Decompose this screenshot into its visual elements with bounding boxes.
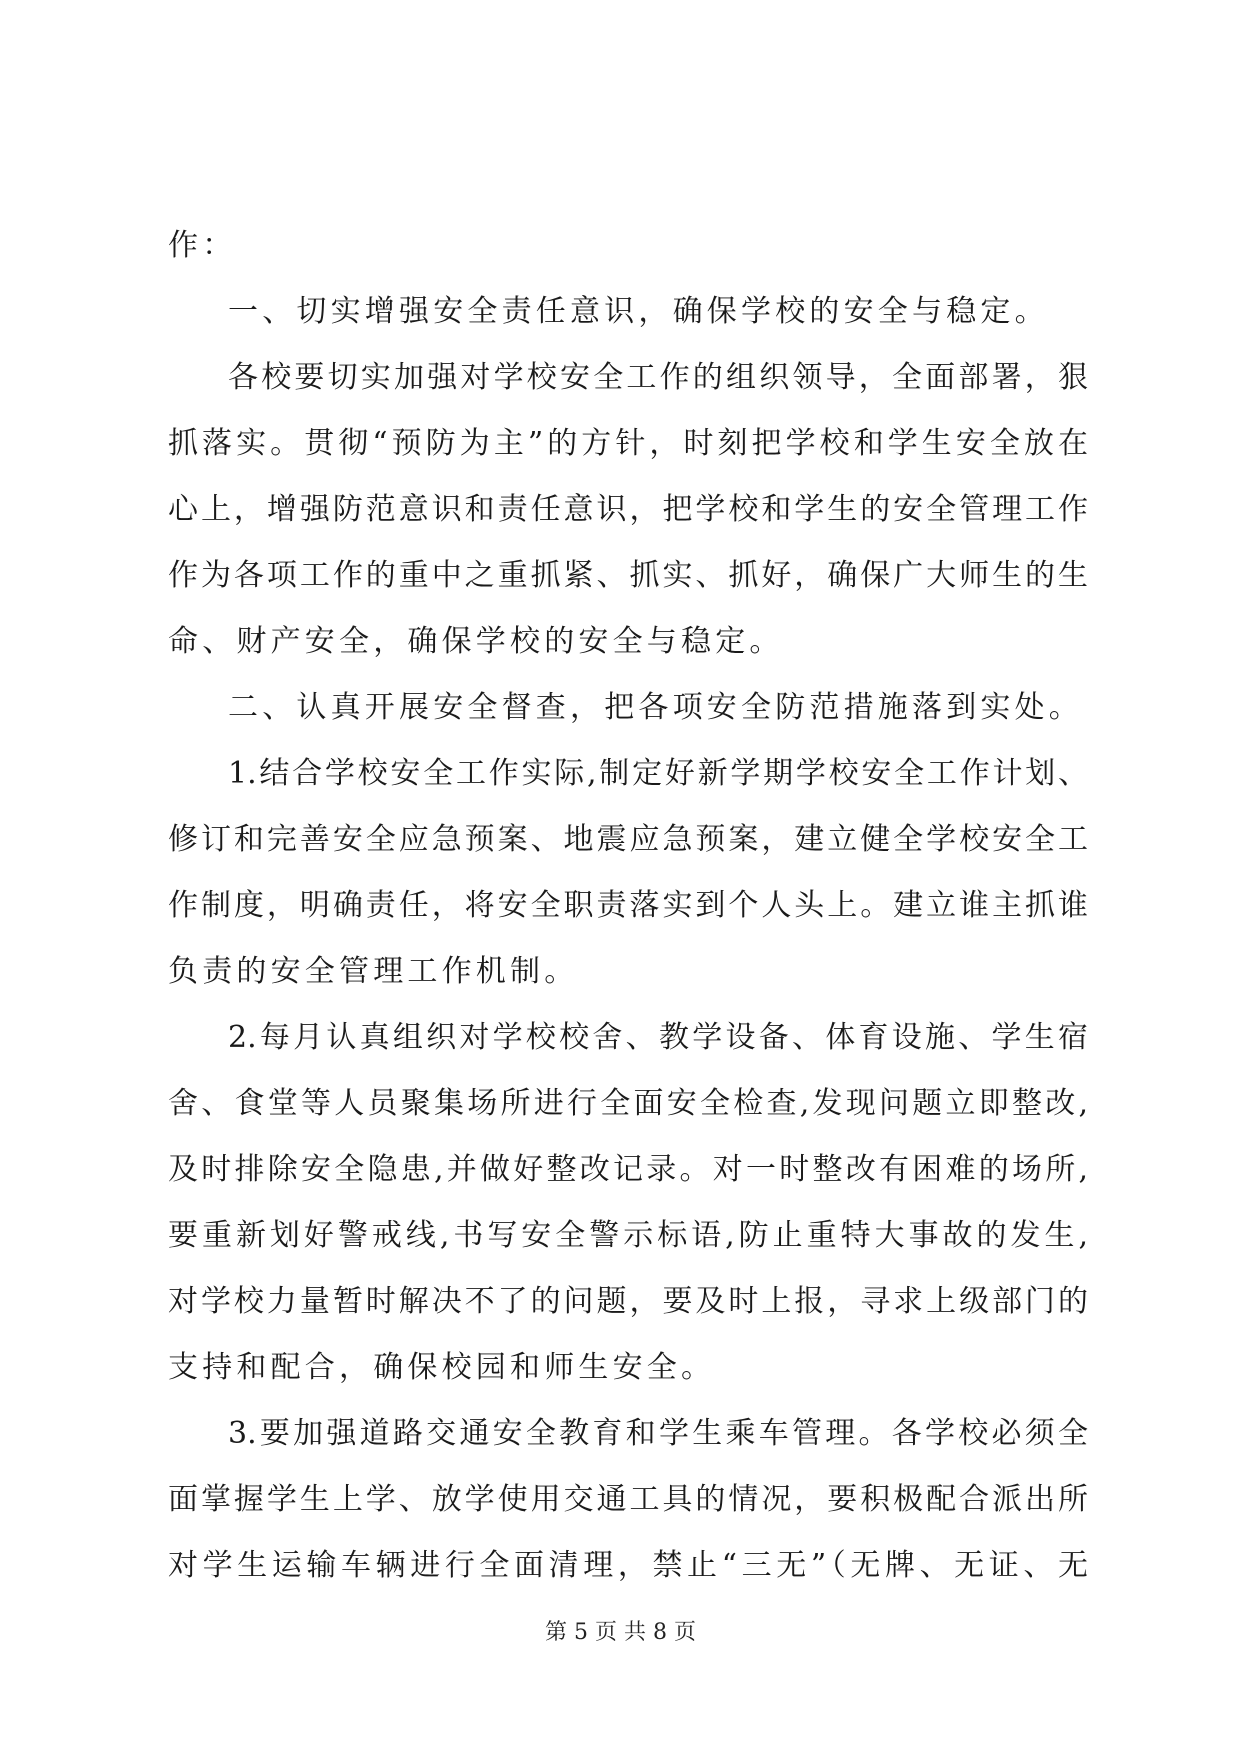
text-line: 作制度，明确责任，将安全职责落实到个人头上。建立谁主抓谁 bbox=[168, 888, 1088, 923]
text-line: 及时排除安全隐患,并做好整改记录。对一时整改有困难的场所, bbox=[168, 1152, 1088, 1187]
text-line: 心上，增强防范意识和责任意识，把学校和学生的安全管理工作 bbox=[168, 492, 1088, 527]
text-line: 对学生运输车辆进行全面清理，禁止“三无”（无牌、无证、无 bbox=[168, 1548, 1088, 1583]
text-line: 要重新划好警戒线,书写安全警示标语,防止重特大事故的发生, bbox=[168, 1218, 1088, 1253]
text-line: 2.每月认真组织对学校校舍、教学设备、体育设施、学生宿 bbox=[228, 1020, 1088, 1055]
text-line: 3.要加强道路交通安全教育和学生乘车管理。各学校必须全 bbox=[228, 1416, 1088, 1451]
text-line: 作为各项工作的重中之重抓紧、抓实、抓好，确保广大师生的生 bbox=[168, 558, 1088, 593]
text-line: 抓落实。贯彻“预防为主”的方针，时刻把学校和学生安全放在 bbox=[168, 426, 1088, 461]
text-line: 负责的安全管理工作机制。 bbox=[168, 954, 579, 989]
text-line: 1.结合学校安全工作实际,制定好新学期学校安全工作计划、 bbox=[228, 756, 1088, 791]
text-line: 面掌握学生上学、放学使用交通工具的情况，要积极配合派出所 bbox=[168, 1482, 1088, 1517]
text-line: 一、切实增强安全责任意识，确保学校的安全与稳定。 bbox=[228, 294, 1049, 329]
text-line: 修订和完善安全应急预案、地震应急预案，建立健全学校安全工 bbox=[168, 822, 1088, 857]
document-body bbox=[168, 228, 1088, 1617]
text-line: 二、认真开展安全督查，把各项安全防范措施落到实处。 bbox=[228, 690, 1083, 725]
text-line: 舍、食堂等人员聚集场所进行全面安全检查,发现问题立即整改, bbox=[168, 1086, 1088, 1121]
text-line: 命、财产安全，确保学校的安全与稳定。 bbox=[168, 624, 784, 659]
text-line: 对学校力量暂时解决不了的问题，要及时上报，寻求上级部门的 bbox=[168, 1284, 1088, 1319]
text-line: 支持和配合，确保校园和师生安全。 bbox=[168, 1350, 716, 1385]
text-line: 作： bbox=[168, 228, 237, 263]
text-line: 各校要切实加强对学校安全工作的组织领导，全面部署，狠 bbox=[228, 360, 1088, 395]
page-footer: 第 5 页 共 8 页 bbox=[545, 1620, 696, 1645]
